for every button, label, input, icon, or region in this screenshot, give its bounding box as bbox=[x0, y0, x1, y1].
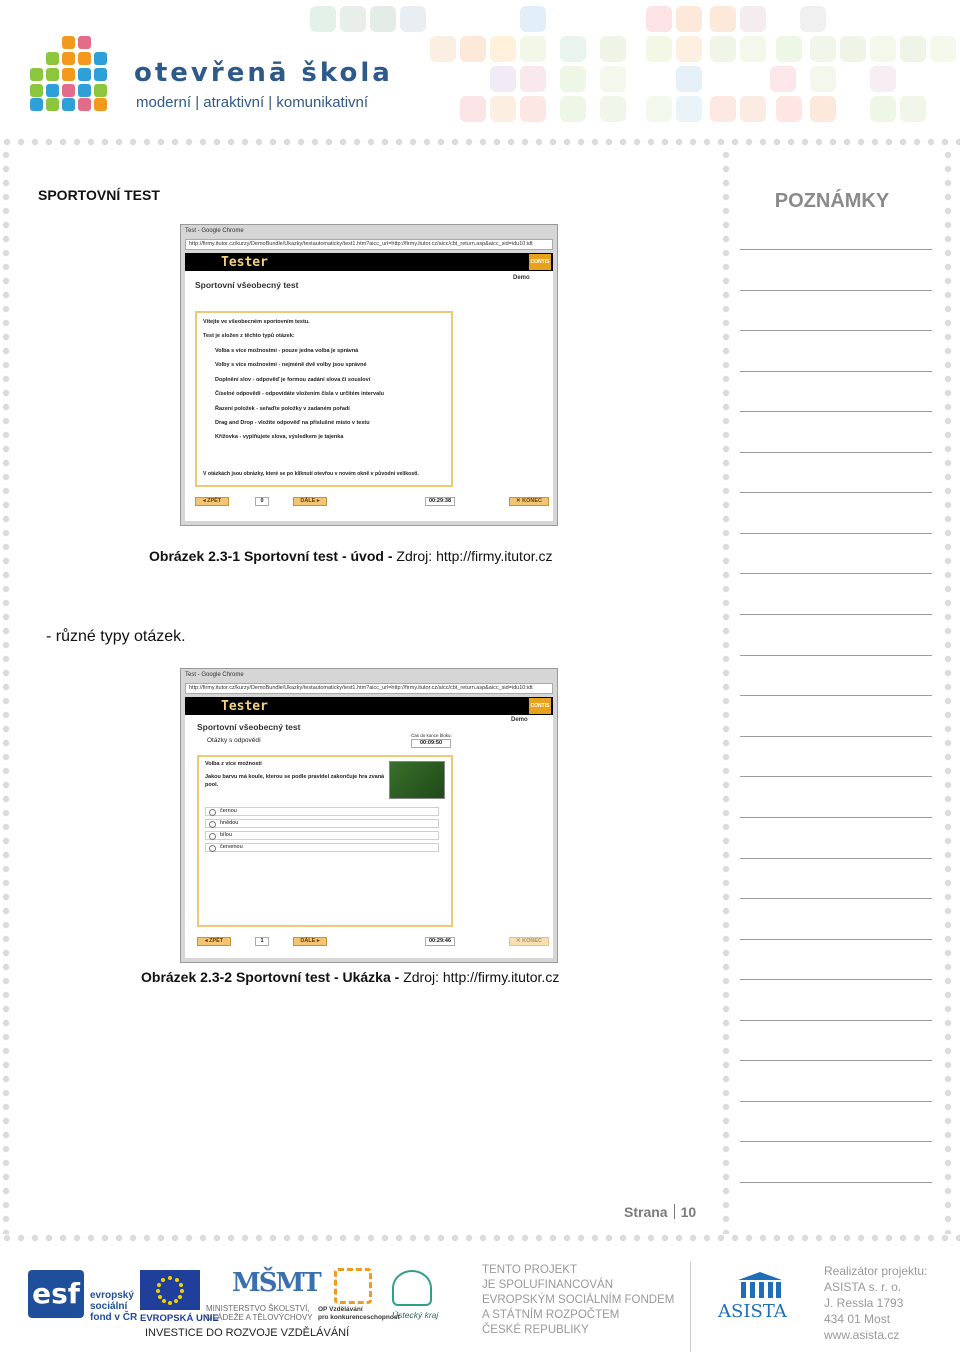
section-title: SPORTOVNÍ TEST bbox=[38, 187, 160, 203]
question-type: Číselné odpovědi - odpovídáte vložením čísla v určitém intervalu bbox=[215, 391, 385, 397]
frame-middle-dots bbox=[720, 148, 732, 1234]
op-logo bbox=[334, 1268, 372, 1304]
figure-test-intro bbox=[180, 224, 558, 526]
intro-box bbox=[195, 311, 453, 487]
tester-brand: Tester bbox=[221, 699, 268, 714]
timer: 00:29:46 bbox=[425, 937, 455, 946]
investice-text: INVESTICE DO ROZVOJE VZDĚLÁVÁNÍ bbox=[145, 1327, 350, 1339]
timer: 00:29:38 bbox=[425, 497, 455, 506]
answer-option[interactable]: bílou bbox=[205, 831, 439, 840]
test-heading: Sportovní všeobecný test bbox=[195, 280, 299, 290]
question-type: Doplnění slov - odpověď je formou zadání slova či sousloví bbox=[215, 377, 371, 383]
answer-option[interactable]: hnědou bbox=[205, 819, 439, 828]
question-type: Drag and Drop - vložíte odpověď na příslušné místo v textu bbox=[215, 420, 370, 426]
logo-subtitle: moderní | atraktivní | komunikativní bbox=[136, 94, 369, 111]
frame-top-dots bbox=[0, 136, 960, 148]
frame-right-dots bbox=[942, 148, 954, 1234]
browser-title: Test - Google Chrome bbox=[185, 228, 244, 234]
logo-title: otevřenā škola bbox=[134, 58, 393, 88]
demo-label: Demo bbox=[513, 275, 530, 281]
question-type: Řazení položek - seřaďte položky v zadaném pořadí bbox=[215, 406, 350, 412]
footer-divider bbox=[690, 1262, 691, 1352]
msmt-logo: MŠMT bbox=[232, 1268, 320, 1298]
figure-1-caption bbox=[149, 548, 553, 564]
caption-2-source: Zdroj: http://firmy.itutor.cz bbox=[403, 969, 560, 985]
types-label: Test je složen z těchto typů otázek: bbox=[203, 333, 295, 339]
figure-2-caption bbox=[141, 969, 559, 985]
notes-title: POZNÁMKY bbox=[774, 190, 890, 212]
frame-bottom-dots bbox=[0, 1232, 960, 1244]
end-button[interactable]: ✕ KONEC bbox=[509, 937, 549, 946]
msmt-text: MINISTERSTVO ŠKOLSTVÍ, MLÁDEŽE A TĚLOVÝCHOVY bbox=[206, 1304, 313, 1322]
eu-stars-icon bbox=[140, 1270, 200, 1310]
realizator-text: Realizátor projektu: ASISTA s. r. o. J. Ressla 1793 434 01 Most www.asista.cz bbox=[824, 1264, 928, 1342]
ustecky-kraj-logo bbox=[392, 1270, 432, 1306]
body-text: - různé typy otázek. bbox=[46, 628, 186, 645]
next-button[interactable]: DÁLE ▸ bbox=[293, 937, 327, 946]
browser-url: http://firmy.itutor.cz/kurzy/DemoBundle/Ukazky/testautomaticky/test1.htm?aicc_url=http://firmy.itutor.cz/aicc/cbt_return.asp&aicc_sid=idu10:idt bbox=[185, 239, 553, 250]
frame-left-dots bbox=[0, 148, 12, 1234]
tester-brand: Tester bbox=[221, 255, 268, 270]
page-number bbox=[624, 1204, 696, 1220]
back-button[interactable]: ◂ ZPĚT bbox=[197, 937, 231, 946]
caption-1-source: Zdroj: http://firmy.itutor.cz bbox=[396, 548, 553, 564]
images-note: V otázkách jsou obrázky, které se po kliknutí otevřou v novém okně v původní velikosti. bbox=[203, 471, 419, 477]
caption-2-title: Obrázek 2.3-2 Sportovní test - Ukázka - bbox=[141, 969, 404, 985]
question-counter: 0 bbox=[255, 497, 269, 506]
demo-label: Demo bbox=[511, 717, 528, 723]
test-page bbox=[185, 271, 553, 521]
question-counter: 1 bbox=[255, 937, 269, 946]
question-text: Jakou barvu má koule, kterou se podle pravidel zakončuje hra zvaná pool. bbox=[205, 774, 385, 788]
contis-badge: CONTIS bbox=[529, 698, 551, 714]
contis-badge: CONTIS bbox=[529, 254, 551, 270]
eu-flag bbox=[140, 1270, 200, 1310]
question-type: Volba z více možností bbox=[205, 761, 262, 767]
project-text: TENTO PROJEKT JE SPOLUFINANCOVÁN EVROPSKÝM SOCIÁLNÍM FONDEM A STÁTNÍM ROZPOČTEM ČESKÉ REPUBLIKY bbox=[482, 1264, 675, 1336]
test-heading: Sportovní všeobecný test bbox=[197, 722, 301, 732]
end-button[interactable]: ✕ KONEC bbox=[509, 497, 549, 506]
op-text: OP Vzdělávání pro konkurenceschopnost bbox=[318, 1306, 400, 1321]
browser-url: http://firmy.itutor.cz/kurzy/DemoBundle/Ukazky/testautomaticky/test1.htm?aicc_url=http://firmy.itutor.cz/aicc/cbt_return.asp&aicc_sid=idu10:idt bbox=[185, 683, 553, 694]
page-value: 10 bbox=[680, 1204, 697, 1220]
question-type: Volba s více možnostmi - pouze jedna volba je správná bbox=[215, 348, 359, 354]
caption-1-title: Obrázek 2.3-1 Sportovní test - úvod - bbox=[149, 548, 397, 564]
test-page bbox=[185, 715, 553, 958]
question-type: Křížovka - vyplňujete slova, výsledkem je tajenka bbox=[215, 434, 344, 440]
intro-text: Vítejte ve všeobecném sportovním testu. bbox=[203, 319, 310, 325]
asista-building-icon bbox=[738, 1272, 782, 1302]
question-type: Volby s více možnostmi - nejméně dvě volby jsou správné bbox=[215, 362, 367, 368]
page-label: Strana bbox=[624, 1204, 668, 1220]
test-subheading: Otázky s odpovědí bbox=[207, 737, 261, 744]
browser-title: Test - Google Chrome bbox=[185, 672, 244, 678]
kraj-text: Ústecký kraj bbox=[392, 1310, 439, 1320]
time-label: Čas do konce bloku: bbox=[411, 733, 452, 738]
answer-option[interactable]: červenou bbox=[205, 843, 439, 852]
esf-text: evropský sociální fond v ČR bbox=[90, 1290, 138, 1323]
block-timer: 00:09:50 bbox=[411, 739, 451, 748]
eu-text: EVROPSKÁ UNIE bbox=[140, 1313, 219, 1324]
next-button[interactable]: DÁLE ▸ bbox=[293, 497, 327, 506]
otevrena-skola-logo bbox=[28, 36, 118, 112]
question-box bbox=[197, 755, 453, 927]
pool-image[interactable] bbox=[389, 761, 445, 799]
esf-logo: esf bbox=[28, 1270, 84, 1318]
figure-test-sample bbox=[180, 668, 558, 963]
back-button[interactable]: ◂ ZPĚT bbox=[195, 497, 229, 506]
asista-logo-text: ASISTA bbox=[718, 1301, 787, 1322]
header-decoration bbox=[300, 0, 960, 130]
answer-option[interactable]: černou bbox=[205, 807, 439, 816]
